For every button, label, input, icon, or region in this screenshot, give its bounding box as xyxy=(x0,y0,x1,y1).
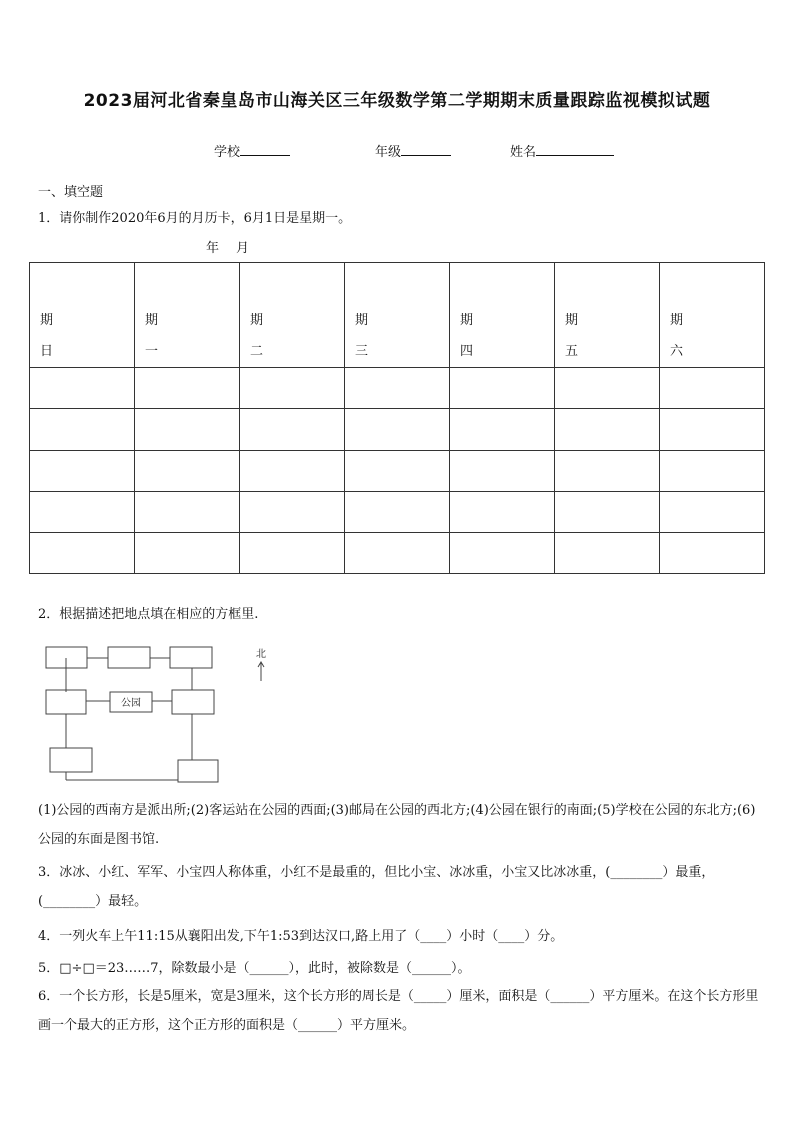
calendar-week-row xyxy=(30,450,765,491)
name-label: 姓名 xyxy=(510,145,537,160)
grade-blank[interactable] xyxy=(401,143,451,156)
name-blank[interactable] xyxy=(536,143,614,156)
calendar-cell[interactable] xyxy=(345,532,450,573)
page-title: 2023届河北省秦皇岛市山海关区三年级数学第二学期期末质量跟踪监视模拟试题 xyxy=(83,91,711,111)
question-5-text: 5．□÷□＝23……7，除数最小是（______），此时，被除数是（______）。 xyxy=(38,961,471,976)
calendar-cell[interactable] xyxy=(660,409,765,450)
calendar-table xyxy=(29,262,765,574)
map-box-southwest[interactable] xyxy=(50,748,92,772)
location-map xyxy=(40,640,280,790)
calendar-header-cell: 期 四 xyxy=(450,263,555,368)
calendar-cell[interactable] xyxy=(135,409,240,450)
calendar-cell[interactable] xyxy=(135,491,240,532)
map-box-east[interactable] xyxy=(172,690,214,714)
calendar-cell[interactable] xyxy=(135,532,240,573)
calendar-cell[interactable] xyxy=(345,450,450,491)
calendar-week-row xyxy=(30,532,765,573)
grade-field xyxy=(375,141,451,160)
calendar-week-row xyxy=(30,409,765,450)
calendar-cell[interactable] xyxy=(30,450,135,491)
calendar-cell[interactable] xyxy=(345,409,450,450)
calendar-header-cell: 期 一 xyxy=(135,263,240,368)
calendar-cell[interactable] xyxy=(135,450,240,491)
calendar-cell[interactable] xyxy=(555,532,660,573)
question-2-description: (1)公园的西南方是派出所;(2)客运站在公园的西面;(3)邮局在公园的西北方;(4)公园在银行的南面;(5)学校在公园的东北方;(6)公园的东面是图书馆. xyxy=(38,803,756,847)
calendar-cell[interactable] xyxy=(660,450,765,491)
map-box-north[interactable] xyxy=(108,647,150,668)
calendar-week-row xyxy=(30,491,765,532)
calendar-cell[interactable] xyxy=(450,532,555,573)
section-heading: 一、填空题 xyxy=(38,185,104,200)
calendar-cell[interactable] xyxy=(240,491,345,532)
calendar-header-cell: 期 三 xyxy=(345,263,450,368)
question-4-text: 4．一列火车上午11:15从襄阳出发,下午1:53到达汉口,路上用了（____）小时（____）分。 xyxy=(38,929,564,944)
calendar-cell[interactable] xyxy=(240,450,345,491)
calendar-cell[interactable] xyxy=(660,491,765,532)
calendar-cell[interactable] xyxy=(555,491,660,532)
calendar-cell[interactable] xyxy=(555,368,660,409)
park-label: 公园 xyxy=(121,698,141,709)
calendar-cell[interactable] xyxy=(30,491,135,532)
school-blank[interactable] xyxy=(240,143,290,156)
calendar-header-cell: 期 日 xyxy=(30,263,135,368)
calendar-header-row xyxy=(30,263,765,368)
school-field xyxy=(214,141,290,160)
calendar-cell[interactable] xyxy=(30,368,135,409)
calendar-cell[interactable] xyxy=(660,532,765,573)
question-6-text: 6．一个长方形，长是5厘米，宽是3厘米，这个长方形的周长是（_____）厘米，面积是（______）平方厘米。在这个长方形里画一个最大的正方形，这个正方形的面积是（______）平方厘米。 xyxy=(38,989,759,1033)
calendar-header-cell: 期 六 xyxy=(660,263,765,368)
calendar-cell[interactable] xyxy=(240,368,345,409)
calendar-cell[interactable] xyxy=(450,491,555,532)
calendar-cell[interactable] xyxy=(450,368,555,409)
question-1-text: 1．请你制作2020年6月的月历卡，6月1日是星期一。 xyxy=(38,211,352,226)
calendar-header-cell: 期 二 xyxy=(240,263,345,368)
calendar-cell[interactable] xyxy=(345,491,450,532)
calendar-cell[interactable] xyxy=(555,450,660,491)
calendar-week-row xyxy=(30,368,765,409)
calendar-cell[interactable] xyxy=(345,368,450,409)
question-3-text: 3．冰冰、小红、军军、小宝四人称体重，小红不是最重的，但比小宝、冰冰重，小宝又比冰冰重，(________）最重，(________）最轻。 xyxy=(38,865,715,909)
calendar-cell[interactable] xyxy=(450,450,555,491)
name-field xyxy=(510,141,614,160)
calendar-cell[interactable] xyxy=(555,409,660,450)
calendar-cell[interactable] xyxy=(30,532,135,573)
school-label: 学校 xyxy=(214,145,241,160)
map-box-southeast[interactable] xyxy=(178,760,218,782)
calendar-header-cell: 期 五 xyxy=(555,263,660,368)
calendar-cell[interactable] xyxy=(30,409,135,450)
calendar-cell[interactable] xyxy=(135,368,240,409)
north-label: 北 xyxy=(256,649,266,660)
calendar-month-label: 月 xyxy=(236,241,250,256)
calendar-cell[interactable] xyxy=(450,409,555,450)
calendar-cell[interactable] xyxy=(240,532,345,573)
grade-label: 年级 xyxy=(375,145,402,160)
map-box-west[interactable] xyxy=(46,690,86,714)
calendar-cell[interactable] xyxy=(660,368,765,409)
map-box-northeast[interactable] xyxy=(170,647,212,668)
question-2-text: 2．根据描述把地点填在相应的方框里. xyxy=(38,607,259,622)
calendar-year-label: 年 xyxy=(206,241,220,256)
calendar-cell[interactable] xyxy=(240,409,345,450)
